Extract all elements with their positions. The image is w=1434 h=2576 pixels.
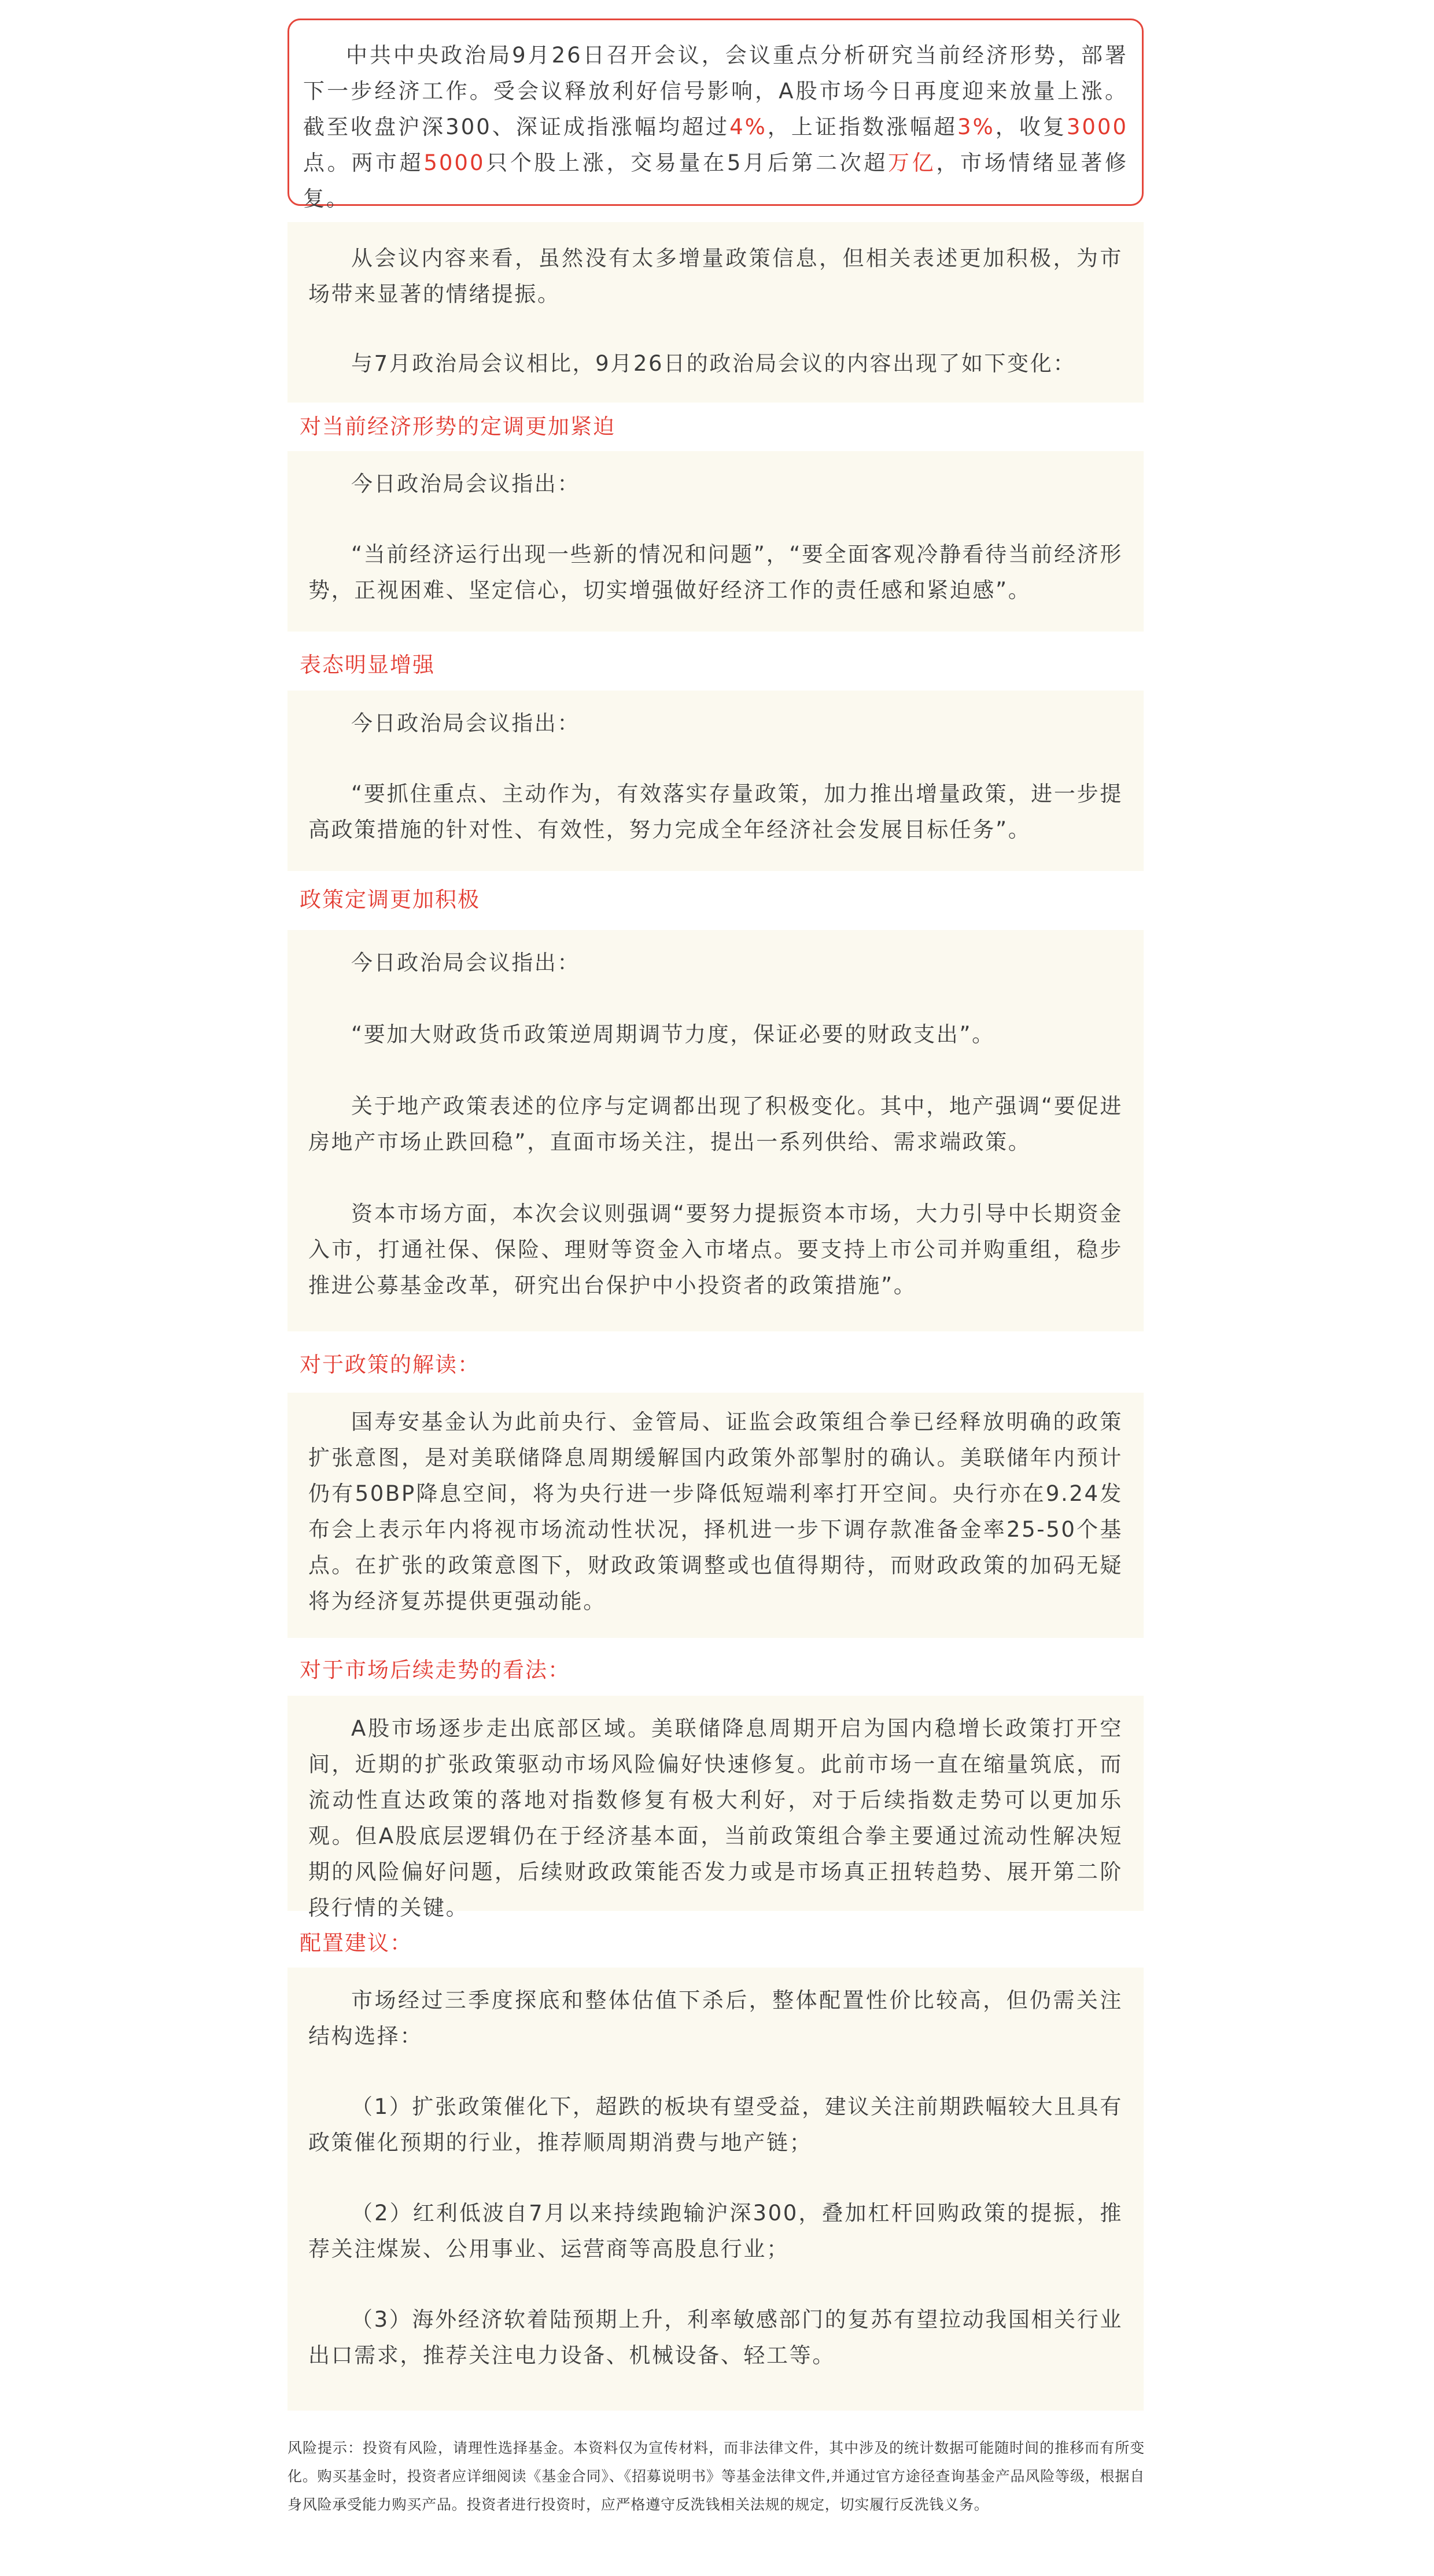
section-panel-stance: [287, 691, 1144, 871]
intro-box: [287, 19, 1144, 211]
section6-item-2: （2）红利低波自7月以来持续跑输沪深300，叠加杠杆回购政策的提振，推荐关注煤炭、公用事业、运营商等高股息行业；: [308, 2201, 1123, 2261]
intro-text-4: 点。两市超: [303, 150, 424, 175]
section-heading-policy-interpretation: 对于政策的解读：: [300, 1352, 480, 1377]
section-panel-allocation: [287, 1968, 1144, 2411]
section-panel-economic-tone: [287, 451, 1144, 632]
section3-paragraph-3: 关于地产政策表述的位序与定调都出现了积极变化。其中，地产强调“要促进房地产市场止跌回稳”，直面市场关注，提出一系列供给、需求端政策。: [308, 1094, 1123, 1154]
overview-paragraph-2: 与7月政治局会议相比，9月26日的政治局会议的内容出现了如下变化：: [351, 351, 1076, 376]
section-panel-market-outlook: [287, 1696, 1144, 1920]
intro-text-1: 中共中央政治局9月26日召开会议，会议重点分析研究当前经济形势，部署下一步经济工作。受会议释放利好信号影响，A股市场今日再度迎来放量上涨。截至收盘沪深300、深证成指涨幅均超过: [303, 43, 1128, 139]
intro-highlight-sse: 3%: [957, 115, 995, 139]
section1-paragraph-1: 今日政治局会议指出：: [351, 471, 580, 496]
section2-paragraph-1: 今日政治局会议指出：: [351, 711, 580, 736]
section6-item-1: （1）扩张政策催化下，超跌的板块有望受益，建议关注前期跌幅较大且具有政策催化预期的行业，推荐顺周期消费与地产链；: [308, 2094, 1123, 2155]
intro-paragraph: [303, 38, 1128, 217]
section3-paragraph-4: 资本市场方面，本次会议则强调“要努力提振资本市场，大力引导中长期资金入市，打通社保、保险、理财等资金入市堵点。要支持上市公司并购重组，稳步推进公募基金改革，研究出台保护中小投资者的政策措施”。: [308, 1201, 1123, 1298]
intro-text-2: ，上证指数涨幅超: [766, 115, 958, 139]
intro-highlight-trillion: 万亿: [888, 150, 937, 175]
section-heading-policy-tone: 政策定调更加积极: [300, 887, 480, 912]
intro-highlight-csi300: 4%: [729, 115, 767, 139]
section1-paragraph-2: “当前经济运行出现一些新的情况和问题”，“要全面客观冷静看待当前经济形势，正视困难、坚定信心，切实增强做好经济工作的责任感和紧迫感”。: [308, 542, 1123, 603]
risk-disclaimer: 风险提示：投资有风险，请理性选择基金。本资料仅为宣传材料，而非法律文件，其中涉及的统计数据可能随时间的推移而有所变化。购买基金时，投资者应详细阅读《基金合同》、《招募说明书》等基金法律文件,并通过官方途径查询基金产品风险等级，根据自身风险承受能力购买产品。投资者进行投资时，应严格遵守反洗钱相关法规的规定，切实履行反洗钱义务。: [287, 2440, 1145, 2513]
intro-highlight-5000: 5000: [423, 150, 485, 175]
section2-paragraph-2: “要抓住重点、主动作为，有效落实存量政策，加力推出增量政策，进一步提高政策措施的针对性、有效性，努力完成全年经济社会发展目标任务”。: [308, 781, 1123, 842]
intro-text-6: ，市场情绪显著修复。: [303, 150, 1129, 211]
section-heading-economic-tone: 对当前经济形势的定调更加紧迫: [300, 414, 615, 439]
section-heading-market-outlook: 对于市场后续走势的看法：: [300, 1658, 570, 1682]
section5-paragraph-1: A股市场逐步走出底部区域。美联储降息周期开启为国内稳增长政策打开空间，近期的扩张政策驱动市场风险偏好快速修复。此前市场一直在缩量筑底，而流动性直达政策的落地对指数修复有极大利好，对于后续指数走势可以更加乐观。但A股底层逻辑仍在于经济基本面，当前政策组合拳主要通过流动性解决短期的风险偏好问题，后续财政政策能否发力或是市场真正扭转趋势、展开第二阶段行情的关键。: [308, 1716, 1123, 1920]
section-heading-stance: 表态明显增强: [300, 652, 435, 677]
section3-paragraph-2: “要加大财政货币政策逆周期调节力度，保证必要的财政支出”。: [351, 1022, 995, 1047]
section-heading-allocation: 配置建议：: [300, 1931, 412, 1955]
intro-text-5: 只个股上涨，交易量在5月后第二次超: [485, 150, 889, 175]
section-panel-policy-interpretation: [287, 1393, 1144, 1638]
section6-paragraph-1: 市场经过三季度探底和整体估值下杀后，整体配置性价比较高，但仍需关注结构选择：: [308, 1988, 1123, 2049]
overview-panel: [287, 222, 1144, 403]
section6-item-3: （3）海外经济软着陆预期上升，利率敏感部门的复苏有望拉动我国相关行业出口需求，推荐关注电力设备、机械设备、轻工等。: [308, 2307, 1123, 2368]
intro-highlight-3000: 3000: [1066, 115, 1129, 139]
intro-text-3: ，收复: [994, 115, 1067, 139]
section3-paragraph-1: 今日政治局会议指出：: [351, 950, 580, 975]
section-panel-policy-tone: [287, 930, 1144, 1331]
overview-paragraph-1: 从会议内容来看，虽然没有太多增量政策信息，但相关表述更加积极，为市场带来显著的情绪提振。: [308, 246, 1123, 307]
section4-paragraph-1: 国寿安基金认为此前央行、金管局、证监会政策组合拳已经释放明确的政策扩张意图，是对美联储降息周期缓解国内政策外部掣肘的确认。美联储年内预计仍有50BP降息空间，将为央行进一步降低短端利率打开空间。央行亦在9.24发布会上表示年内将视市场流动性状况，择机进一步下调存款准备金率25-50个基点。在扩张的政策意图下，财政政策调整或也值得期待，而财政政策的加码无疑将为经济复苏提供更强动能。: [308, 1409, 1123, 1614]
